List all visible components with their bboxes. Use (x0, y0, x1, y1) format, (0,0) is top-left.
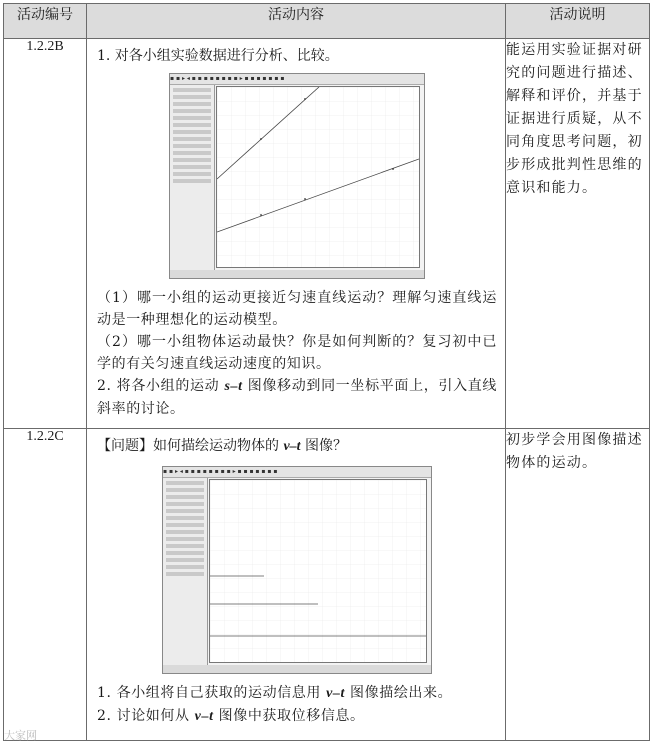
activity-note: 初步学会用图像描述物体的运动。 (506, 429, 650, 741)
screenshot-graph (210, 480, 426, 662)
variable-s-t: s–t (224, 379, 243, 394)
screenshot-toolbar: ▪ ▪ ▸ ◂ ▪ ▪ ▪ ▪ ▪ ▪ ▪ ▪ ▸ ▪ ▪ ▪ ▪ ▪ ▪ ▪ (163, 467, 431, 478)
software-screenshot (162, 466, 432, 674)
watermark: 大家网 (4, 729, 37, 742)
screenshot-status-bar (170, 270, 424, 278)
content-item-2: 2. 讨论如何从 v–t 图像中获取位移信息。 (97, 708, 365, 724)
screenshot-graph (217, 87, 419, 267)
screenshot-plot-area (216, 86, 420, 268)
table-row (4, 429, 650, 741)
screenshot-status-bar (163, 665, 431, 673)
screenshot-toolbar: ▪ ▪ ▸ ◂ ▪ ▪ ▪ ▪ ▪ ▪ ▪ ▪ ▸ ▪ ▪ ▪ ▪ ▪ ▪ ▪ (170, 74, 424, 85)
content-item-2: 2. 将各小组的运动 s–t 图像移动到同一坐标平面上，引入直线斜率的讨论。 (97, 378, 498, 417)
content-question-1: （1）哪一小组的运动更接近匀速直线运动？理解匀速直线运动是一种理想化的运动模型。 (97, 290, 497, 328)
content-question-2: （2）哪一小组物体运动最快？你是如何判断的？复习初中已学的有关匀速直线运动速度的知识。 (97, 334, 497, 372)
activity-table (3, 3, 650, 741)
header-activity-note: 活动说明 (506, 4, 650, 39)
header-activity-content: 活动内容 (87, 4, 506, 39)
header-activity-code: 活动编号 (4, 4, 87, 39)
screenshot-side-panel (163, 478, 208, 665)
screenshot-side-panel (170, 85, 215, 270)
variable-v-t: v–t (283, 439, 301, 454)
table-row (4, 39, 650, 429)
content-problem: 【问题】如何描绘运动物体的 v–t 图像？ (97, 438, 348, 454)
activity-content-cell (87, 39, 506, 429)
activity-content-cell (87, 429, 506, 741)
variable-v-t: v–t (194, 709, 214, 724)
content-item-1: 1. 各小组将自己获取的运动信息用 v–t 图像描绘出来。 (97, 685, 453, 701)
activity-note: 能运用实验证据对研究的问题进行描述、解释和评价，并基于证据进行质疑，从不同角度思考问题，初步形成批判性思维的意识和能力。 (506, 39, 650, 429)
activity-code: 1.2.2B (4, 39, 87, 429)
content-item: 1. 对各小组实验数据进行分析、比较。 (97, 48, 339, 64)
software-screenshot (169, 73, 425, 279)
variable-v-t: v–t (326, 686, 345, 701)
screenshot-plot-area (209, 479, 427, 663)
header-row (4, 4, 650, 39)
activity-code: 1.2.2C (4, 429, 87, 741)
